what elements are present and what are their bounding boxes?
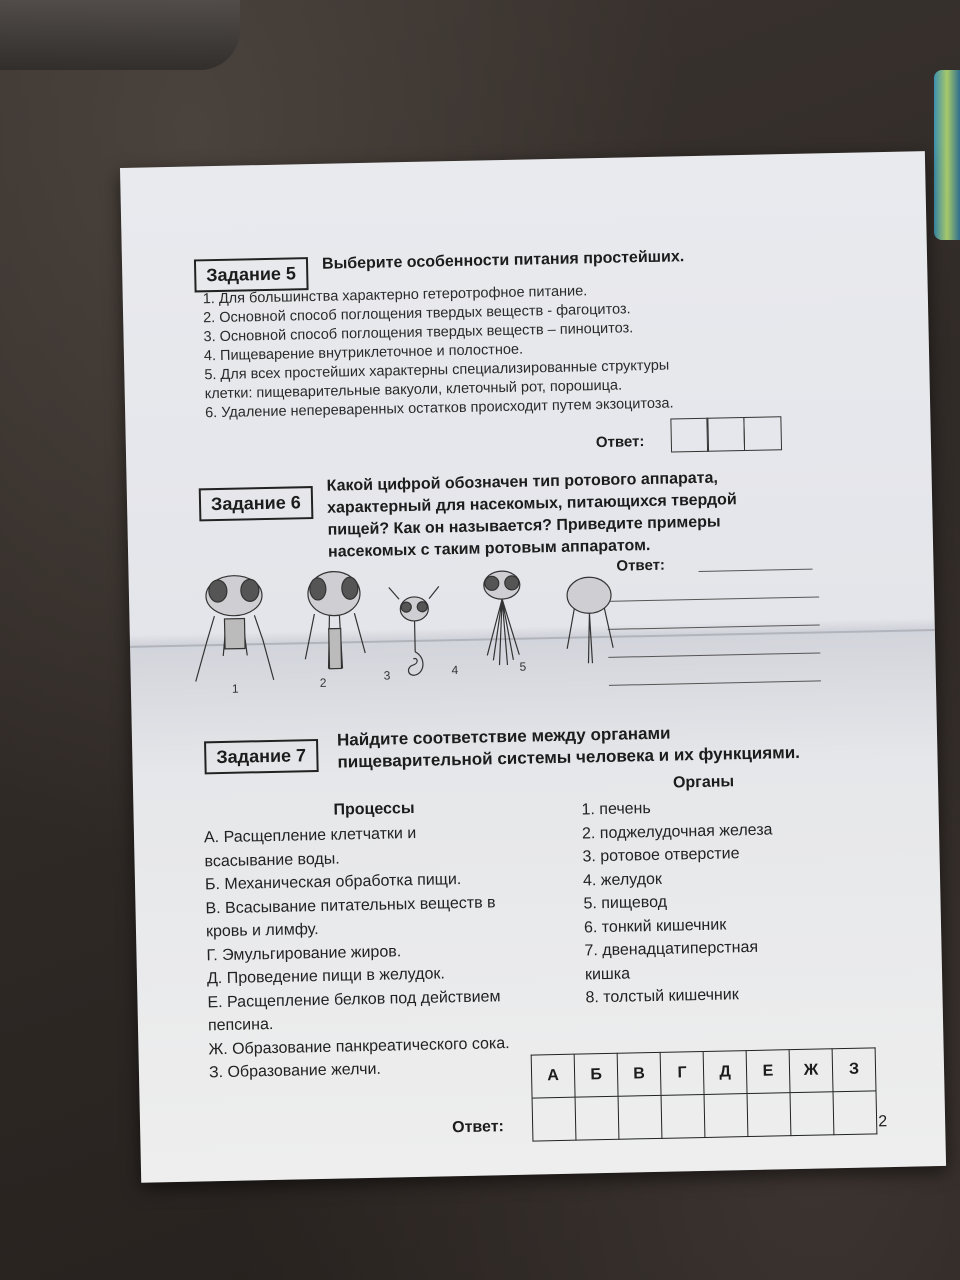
- organ-3: 3. ротовое отверстие: [582, 845, 740, 866]
- task5-options: [203, 280, 674, 423]
- answer-cell[interactable]: [704, 1094, 748, 1138]
- option-5: 5. Для всех простейших характерны специализированные структуры: [204, 357, 670, 384]
- task7-answer-grid: [531, 1047, 878, 1141]
- figure-number-4: 4: [451, 663, 459, 678]
- process-e: Е. Расщепление белков под действием: [207, 987, 501, 1011]
- processes-list: [204, 820, 511, 1085]
- answer-cell[interactable]: [833, 1091, 877, 1135]
- answer-line[interactable]: [699, 569, 813, 572]
- organs-list: [581, 794, 776, 1009]
- organ-6: 6. тонкий кишечник: [583, 915, 727, 936]
- figure-number-2: 2: [319, 675, 327, 690]
- task6-title: [326, 467, 737, 564]
- answer-cell[interactable]: [790, 1092, 834, 1136]
- processes-heading: Процессы: [333, 799, 415, 819]
- grid-header-cell: Г: [660, 1051, 704, 1095]
- grid-header-cell: Д: [703, 1051, 747, 1095]
- task6-title-line: пищей? Как он называется? Приведите примеры: [327, 513, 721, 539]
- figure-number-5: 5: [519, 659, 527, 674]
- organ-4: 4. желудок: [582, 870, 663, 889]
- task6-title-line: Какой цифрой обозначен тип ротового аппарата,: [326, 469, 719, 495]
- mouthpart-3-illustration: [389, 586, 441, 675]
- process-a: А. Расщепление клетчатки и: [203, 824, 417, 847]
- task6-answer-label: Ответ:: [616, 556, 666, 575]
- figure-number-1: 1: [231, 681, 239, 696]
- answer-cell[interactable]: [743, 416, 782, 451]
- grid-header-cell: Е: [746, 1050, 790, 1094]
- figure-number-3: 3: [383, 668, 391, 683]
- organ-2: 2. поджелудочная железа: [581, 820, 773, 842]
- mouthparts-figure: [183, 552, 646, 712]
- process-v: В. Всасывание питательных веществ в: [205, 893, 496, 917]
- option-1: 1. Для большинства характерно гетеротрофное питание.: [202, 283, 588, 308]
- page-number: 2: [878, 1113, 888, 1131]
- task6-title-line: насекомых с таким ротовым аппаратом.: [327, 536, 651, 561]
- process-z: З. Образование желчи.: [208, 1060, 382, 1082]
- grid-header-row: [531, 1048, 876, 1098]
- task5-title: Выберите особенности питания простейших.: [321, 248, 685, 273]
- organ-7: 7. двенадцатиперстная: [584, 938, 759, 960]
- answer-cell[interactable]: [747, 1093, 791, 1137]
- task7-title-line: Найдите соответствие между органами: [336, 723, 671, 750]
- grid-header-cell: З: [832, 1048, 876, 1092]
- grid-header-cell: Б: [574, 1053, 618, 1097]
- grid-header-cell: А: [531, 1054, 575, 1098]
- option-6: 6. Удаление непереваренных остатков происходит путем экзоцитоза.: [204, 395, 674, 422]
- mouthpart-4-illustration: [484, 571, 522, 666]
- task5-answer-cells[interactable]: [671, 416, 781, 452]
- task5-label: Задание 5: [194, 257, 308, 292]
- organ-1: 1. печень: [581, 800, 651, 819]
- mouthpart-2-illustration: [304, 571, 366, 669]
- task7-title-line: пищеварительной системы человека и их функциями.: [337, 742, 801, 772]
- process-g: Г. Эмульгирование жиров.: [206, 942, 402, 964]
- mouthpart-1-illustration: [194, 575, 274, 682]
- answer-cell[interactable]: [706, 417, 745, 452]
- answer-cell[interactable]: [618, 1095, 662, 1139]
- option-4: 4. Пищеварение внутриклеточное и полостное.: [203, 341, 524, 365]
- option-3: 3. Основной способ поглощения твердых веществ – пиноцитоз.: [203, 320, 634, 346]
- task7-label: Задание 7: [204, 739, 318, 774]
- answer-cell[interactable]: [661, 1094, 705, 1138]
- grid-answer-row: [532, 1091, 877, 1141]
- answer-cell[interactable]: [532, 1097, 576, 1141]
- mouthpart-5-illustration: [566, 577, 614, 664]
- answer-cell[interactable]: [575, 1096, 619, 1140]
- organ-7-cont: кишка: [584, 964, 631, 983]
- process-d: Д. Проведение пищи в желудок.: [206, 965, 446, 988]
- process-a-cont: всасывание воды.: [204, 850, 340, 870]
- plastic-bag: [0, 0, 240, 70]
- task6-label: Задание 6: [199, 486, 313, 521]
- organ-8: 8. толстый кишечник: [585, 986, 739, 1007]
- process-b: Б. Механическая обработка пищи.: [204, 871, 462, 894]
- grid-header-cell: В: [617, 1052, 661, 1096]
- colored-object: [934, 70, 960, 240]
- option-2: 2. Основной способ поглощения твердых веществ - фагоцитоз.: [202, 301, 631, 327]
- answer-cell[interactable]: [670, 418, 709, 453]
- process-e-cont: пепсина.: [207, 1015, 274, 1035]
- worksheet-page: [120, 151, 946, 1183]
- task5-answer-label: Ответ:: [595, 433, 645, 452]
- task7-title: [337, 720, 800, 774]
- task6-title-line: характерный для насекомых, питающихся твердой: [326, 491, 737, 517]
- grid-header-cell: Ж: [789, 1049, 833, 1093]
- process-v-cont: кровь и лимфу.: [205, 921, 319, 941]
- organs-heading: Органы: [672, 773, 735, 792]
- task7-answer-label: Ответ:: [451, 1118, 505, 1137]
- option-5-cont: клетки: пищеварительные вакуоли, клеточный рот, порошица.: [204, 377, 623, 403]
- organ-5: 5. пищевод: [583, 893, 668, 913]
- process-zh: Ж. Образование панкреатического сока.: [208, 1034, 510, 1058]
